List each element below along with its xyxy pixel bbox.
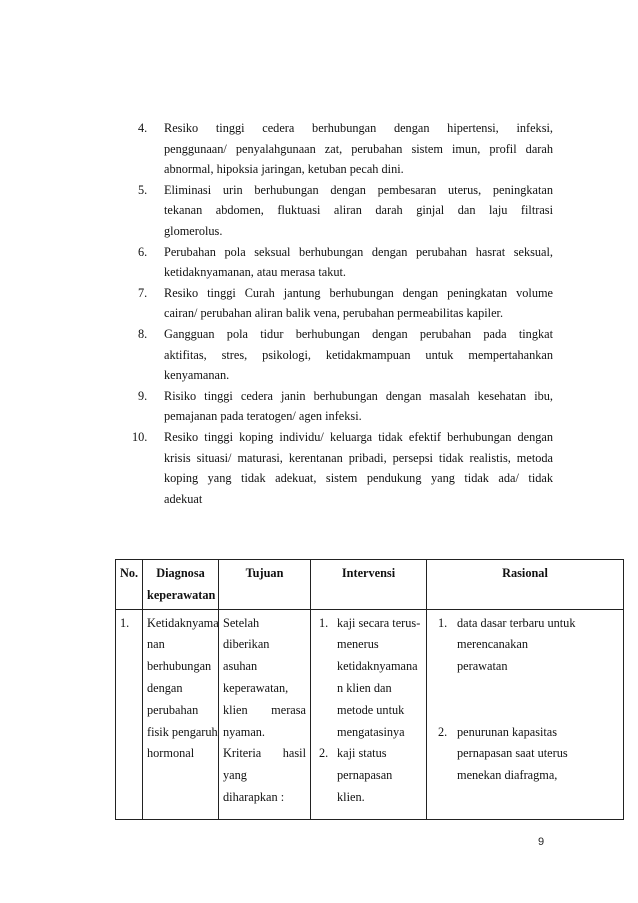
diagnosa-line: berhubungan xyxy=(147,659,212,674)
page-number: 9 xyxy=(538,836,545,848)
diagnosis-list xyxy=(132,118,553,509)
rasional-line: perawatan xyxy=(457,659,508,674)
list-item-text-line: Perubahan pola seksual berhubungan dengan perubahan hasrat seksual, xyxy=(164,244,553,259)
header-diagnosa-line2: keperawatan xyxy=(147,587,216,602)
intervensi-line: n klien dan xyxy=(337,680,392,695)
tujuan-line: Kriteria hasil xyxy=(223,746,306,761)
rasional-item xyxy=(431,613,619,678)
rasional-line: merencanakan xyxy=(457,637,529,652)
intervensi-line: kaji secara terus- xyxy=(337,615,421,630)
tujuan-line: keperawatan, xyxy=(223,680,289,695)
table-row xyxy=(116,609,624,819)
rasional-line: menekan diafragma, xyxy=(457,768,558,783)
care-plan-table xyxy=(115,559,624,820)
cell-no: 1. xyxy=(116,609,143,819)
list-item xyxy=(138,386,553,427)
intervensi-line: metode untuk xyxy=(337,702,405,717)
list-item xyxy=(138,283,553,324)
list-item-text-line: Resiko tinggi cedera berhubungan dengan hipertensi, infeksi, xyxy=(164,121,553,135)
list-item-number: 7. xyxy=(138,285,148,300)
list-item-number: 10. xyxy=(132,429,148,444)
intervensi-line: ketidaknyamana xyxy=(337,659,418,674)
list-item-text-line: ketidaknyamanan, atau merasa takut. xyxy=(164,265,346,280)
intervensi-number: 2. xyxy=(319,746,329,761)
list-item xyxy=(132,427,553,509)
cell-tujuan xyxy=(219,609,311,819)
intervensi-item xyxy=(315,613,422,744)
list-item-text-line: adekuat xyxy=(164,491,203,506)
list-item-number: 5. xyxy=(138,182,148,197)
intervensi-line: kaji status xyxy=(337,746,387,761)
header-tujuan: Tujuan xyxy=(219,560,311,610)
tujuan-line: diberikan xyxy=(223,637,270,652)
list-item xyxy=(138,180,553,242)
list-item-number: 9. xyxy=(138,388,148,403)
list-item-text-line: tekanan abdomen, fluktuasi aliran darah ginjal dan laju filtrasi xyxy=(164,203,553,218)
intervensi-item xyxy=(315,743,422,808)
header-diagnosa-line1: Diagnosa xyxy=(156,566,205,580)
diagnosa-line: hormonal xyxy=(147,746,195,761)
rasional-line: penurunan kapasitas xyxy=(457,724,558,739)
intervensi-line: menerus xyxy=(337,637,379,652)
list-item-text-line: Risiko tinggi cedera janin berhubungan dengan masalah kesehatan ibu, xyxy=(164,388,553,403)
rasional-line: pernapasan saat uterus xyxy=(457,746,568,761)
tujuan-line: yang xyxy=(223,768,247,783)
tujuan-line: Setelah xyxy=(223,615,260,630)
list-item xyxy=(138,324,553,386)
list-item-number: 6. xyxy=(138,244,148,259)
list-item-text-line: krisis situasi/ maturasi, kerentanan pribadi, persepsi tidak realistis, metoda xyxy=(164,450,553,465)
diagnosa-line: dengan xyxy=(147,680,183,695)
list-item-text-line: aktifitas, stres, psikologi, ketidakmampuan untuk mempertahankan xyxy=(164,347,553,362)
list-item-text-line: kenyamanan. xyxy=(164,368,230,383)
list-item xyxy=(138,242,553,283)
cell-diagnosa xyxy=(143,609,219,819)
header-diagnosa xyxy=(143,560,219,610)
rasional-item xyxy=(431,722,619,787)
diagnosa-line: nan xyxy=(147,637,165,652)
tujuan-line: asuhan xyxy=(223,659,258,674)
header-rasional: Rasional xyxy=(427,560,624,610)
diagnosa-line: perubahan xyxy=(147,702,199,717)
intervensi-line: pernapasan xyxy=(337,768,393,783)
list-item-text-line: glomerolus. xyxy=(164,223,223,238)
list-item-text-line: Gangguan pola tidur berhubungan dengan perubahan pada tingkat xyxy=(164,326,553,341)
list-item xyxy=(138,118,553,180)
list-item-text-line: cairan/ perubahan aliran balik vena, perubahan permeabilitas kapiler. xyxy=(164,306,504,321)
diagnosa-line: Ketidaknyama xyxy=(147,615,219,630)
intervensi-number: 1. xyxy=(319,615,329,630)
list-item-text-line: Resiko tinggi koping individu/ keluarga tidak efektif berhubungan dengan xyxy=(164,429,553,444)
tujuan-line: klien merasa xyxy=(223,702,306,717)
list-item-text-line: koping yang tidak adekuat, sistem pendukung yang tidak ada/ tidak xyxy=(164,471,553,486)
tujuan-line: diharapkan : xyxy=(223,789,285,804)
header-no: No. xyxy=(116,560,143,610)
rasional-line: data dasar terbaru untuk xyxy=(457,615,576,630)
list-item-text-line: Resiko tinggi Curah jantung berhubungan dengan peningkatan volume xyxy=(164,285,553,300)
list-item-text-line: Eliminasi urin berhubungan dengan pembesaran uterus, peningkatan xyxy=(164,182,553,197)
list-item-text-line: abnormal, hipoksia jaringan, ketuban pecah dini. xyxy=(164,162,404,177)
cell-intervensi xyxy=(311,609,427,819)
list-item-number: 8. xyxy=(138,326,148,341)
list-item-number: 4. xyxy=(138,121,148,135)
tujuan-line: nyaman. xyxy=(223,724,266,739)
list-item-text-line: penggunaan/ penyalahgunaan zat, perubahan sistem imun, profil darah xyxy=(164,141,553,156)
table-header-row xyxy=(116,560,624,610)
cell-rasional xyxy=(427,609,624,819)
intervensi-line: mengatasinya xyxy=(337,724,405,739)
diagnosa-line: fisik pengaruh xyxy=(147,724,218,739)
intervensi-line: klien. xyxy=(337,789,365,804)
header-intervensi: Intervensi xyxy=(311,560,427,610)
rasional-number: 1. xyxy=(438,615,448,630)
rasional-spacer xyxy=(431,678,619,722)
list-item-text-line: pemajanan pada teratogen/ agen infeksi. xyxy=(164,409,362,424)
rasional-number: 2. xyxy=(438,724,448,739)
